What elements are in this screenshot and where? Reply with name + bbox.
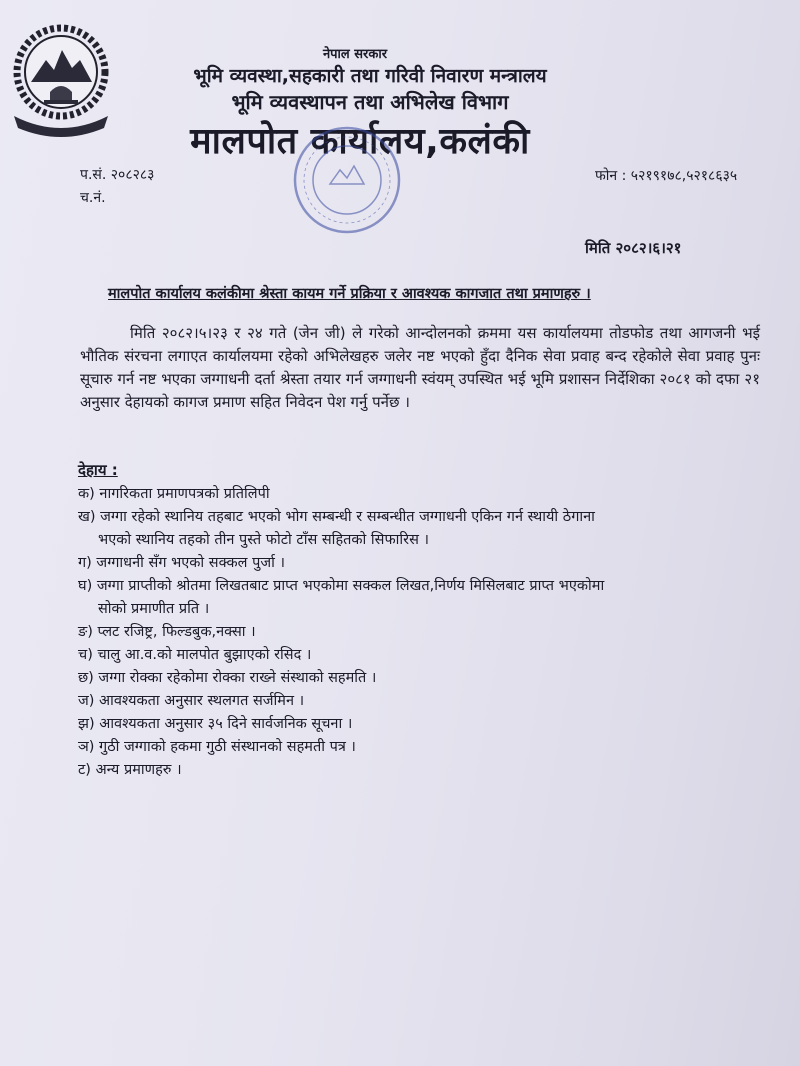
list-item: क) नागरिकता प्रमाणपत्रको प्रतिलिपी <box>78 486 270 502</box>
notice-title: मालपोत कार्यालय कलंकीमा श्रेस्ता कायम गर्ने प्रक्रिया र आवश्यक कागजात तथा प्रमाणहरु । <box>108 286 591 302</box>
phone-numbers: फोन : ५२१९१७८,५२१८६३५ <box>595 168 738 184</box>
list-item: ञ) गुठी जग्गाको हकमा गुठी संस्थानको सहमती पत्र । <box>78 739 356 755</box>
list-item: च) चालु आ.व.को मालपोत बुझाएको रसिद । <box>78 647 312 663</box>
list-item: झ) आवश्यकता अनुसार ३५ दिने सार्वजनिक सूचना । <box>78 716 353 732</box>
list-item: ङ) प्लट रजिष्ट्र, फिल्डबुक,नक्सा । <box>78 624 256 640</box>
notice-body: मिति २०८२।५।२३ र २४ गते (जेन जी) ले गरेको आन्दोलनको क्रममा यस कार्यालयमा तोडफोड तथा आगजनी भई भौतिक संरचना लगाएत कार्यालयमा रहेको अभिलेखहरु जलेर नष्ट भएको हुँदा दैनिक सेवा प्रवाह बन्द रहेकोले सेवा प्रवाह पुनः सूचारु गर्न नष्ट भएका जग्गाधनी दर्ता श्रेस्ता तयार गर्न जग्गाधनी स्वंयम् उपस्थित भई भूमि प्रशासन निर्देशिका २०८१ को दफा २१ अनुसार देहायको कागज प्रमाण सहित निवेदन पेश गर्नु पर्नेछ । <box>80 324 760 411</box>
nepal-emblem-icon <box>6 20 116 140</box>
department-name: भूमि व्यवस्थापन तथा अभिलेख विभाग <box>231 90 509 114</box>
list-heading: देहाय : <box>78 461 118 479</box>
list-item: छ) जग्गा रोक्का रहेकोमा रोक्का राख्ने संस्थाको सहमति । <box>78 670 377 686</box>
list-item: ग) जग्गाधनी सँग भएको सक्कल पुर्जा । <box>78 555 285 571</box>
office-name: मालपोत कार्यालय,कलंकी <box>190 121 530 162</box>
requirements-list <box>78 483 768 782</box>
government-name: नेपाल सरकार <box>322 47 388 62</box>
document-date: मिति २०८२।६।२१ <box>585 239 682 257</box>
list-item: ट) अन्य प्रमाणहरु । <box>78 762 182 778</box>
list-item: घ) जग्गा प्राप्तीको श्रोतमा लिखतबाट प्राप्त भएकोमा सक्कल लिखत,निर्णय मिसिलबाट प्राप्त भएकोमा सोको प्रमाणीत प्रति । <box>78 578 605 617</box>
dispatch-number: च.नं. <box>80 190 106 206</box>
list-item: ज) आवश्यकता अनुसार स्थलगत सर्जमिन । <box>78 693 305 709</box>
office-seal-icon <box>272 122 422 242</box>
ministry-name: भूमि व्यवस्था,सहकारी तथा गरिवी निवारण मन्त्रालय <box>193 65 547 87</box>
reference-number: प.सं. २०८२८३ <box>80 167 155 183</box>
list-item: ख) जग्गा रहेको स्थानिय तहबाट भएको भोग सम्बन्धी र सम्बन्धीत जग्गाधनी एकिन गर्न स्थायी ठेगाना भएको स्थानिय तहको तीन पुस्ते फोटो टाँस सहितको सिफारिस । <box>78 509 595 548</box>
